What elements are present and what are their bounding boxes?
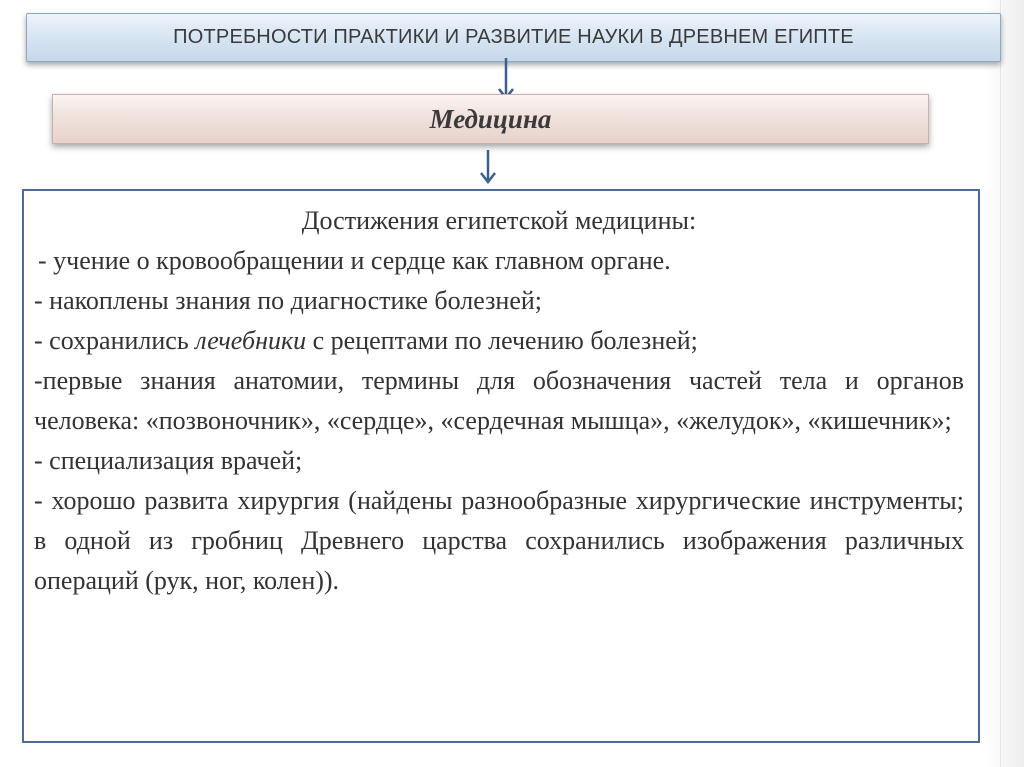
list-item-diagnostics: - накоплены знания по диагностике болезней; (34, 286, 542, 315)
list-item-circulation: - учение о кровообращении и сердце как главном органе. (38, 246, 671, 275)
list-item-medical-books (34, 321, 964, 361)
list-item-specialization: - специализация врачей; (34, 446, 303, 475)
surgery-text: - хорошо развита хирургия (найдены разнообразные хирургические инструменты; в одной из гробниц Древнего царства сохранились изображения различных операций (рук, ног, колен)). (34, 486, 964, 595)
list-item-surgery (34, 481, 964, 601)
title-box (26, 13, 1001, 62)
content-heading: Достижения египетской медицины: (301, 206, 697, 235)
item-text-before: - сохранились (34, 326, 196, 355)
anatomy-text: -первые знания анатомии, термины для обозначения частей тела и органов человека: «позвоночник», «сердце», «сердечная мышца», «желудок», «кишечник»; (34, 366, 964, 435)
topic-label: Медицина (429, 103, 552, 134)
side-divider (1000, 0, 1001, 767)
item-text-italic: лечебники (195, 326, 307, 355)
list-item-anatomy (34, 361, 964, 441)
arrow-topic-to-content (478, 150, 498, 188)
topic-box (52, 94, 929, 144)
item-text-after: с рецептами по лечению болезней; (306, 326, 698, 355)
side-shade (985, 0, 1024, 767)
title-text: ПОТРЕБНОСТИ ПРАКТИКИ И РАЗВИТИЕ НАУКИ В ДРЕВНЕМ ЕГИПТЕ (173, 26, 854, 48)
content-box (22, 189, 980, 743)
